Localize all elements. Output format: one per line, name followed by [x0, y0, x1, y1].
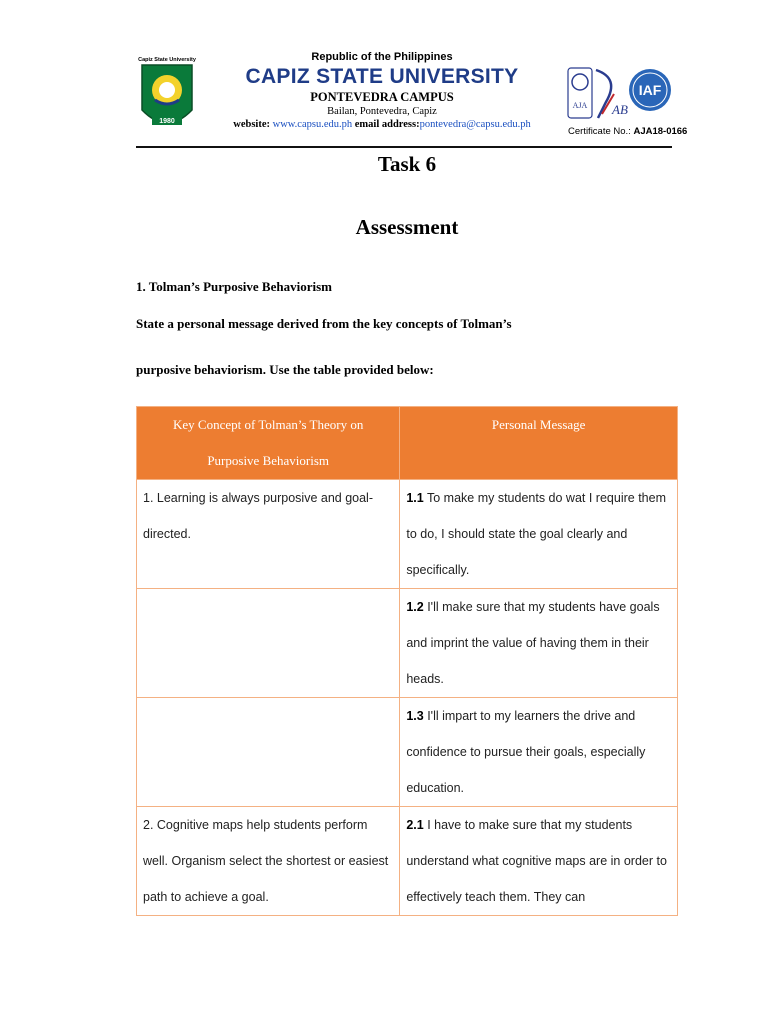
certificate-label: Certificate No.: — [568, 126, 631, 137]
message-text: To make my students do wat I require them to do, I should state the goal clearly and specifically. — [406, 491, 666, 577]
website-label: website: — [233, 119, 270, 130]
certificate-line — [568, 126, 687, 137]
accreditation-logos — [566, 64, 672, 124]
email-link[interactable]: pontevedra@capsu.edu.ph — [419, 119, 531, 130]
message-number: 1.3 — [406, 709, 424, 723]
message-text: I have to make sure that my students understand what cognitive maps are in order to effectively teach them. They can — [406, 818, 667, 904]
question-instruction-line1: State a personal message derived from the key concepts of Tolman’s — [136, 316, 512, 331]
message-text: I'll impart to my learners the drive and confidence to pursue their goals, especially education. — [406, 709, 646, 795]
task-title: Task 6 — [377, 152, 437, 176]
assessment-title: Assessment — [355, 215, 459, 239]
message-text: I'll make sure that my students have goals and imprint the value of having them in their heads. — [406, 600, 660, 686]
seal-year: 1980 — [159, 118, 175, 125]
concept-cell: 1. Learning is always purposive and goal-directed. — [137, 480, 400, 589]
header-key-concept-line2: Purposive Behaviorism — [207, 453, 330, 468]
table-row — [137, 807, 678, 916]
letterhead — [136, 46, 688, 148]
table-row — [137, 480, 678, 589]
svg-text:AB: AB — [612, 102, 628, 117]
message-cell — [400, 480, 678, 589]
message-number: 1.2 — [406, 600, 424, 614]
contact-line — [202, 119, 562, 130]
message-number: 2.1 — [406, 818, 424, 832]
concept-cell: 2. Cognitive maps help students perform well. Organism select the shortest or easiest path to achieve a goal. — [137, 807, 400, 916]
message-cell — [400, 807, 678, 916]
concept-cell — [137, 589, 400, 698]
iaf-text: IAF — [638, 82, 662, 98]
message-cell — [400, 589, 678, 698]
seal-text: Capiz State University — [138, 57, 196, 63]
republic-label: Republic of the Philippines — [311, 51, 453, 63]
university-name: CAPIZ STATE UNIVERSITY — [245, 65, 519, 88]
message-cell — [400, 698, 678, 807]
table-row — [137, 589, 678, 698]
website-link[interactable]: www.capsu.edu.ph — [272, 119, 353, 130]
campus-address: Bailan, Pontevedra, Capiz — [327, 106, 437, 117]
ajab-logo-icon — [568, 68, 628, 118]
table-row — [137, 698, 678, 807]
university-seal-icon — [138, 52, 196, 136]
question-instruction-line2: purposive behaviorism. Use the table provided below: — [136, 362, 434, 377]
header-personal-message: Personal Message — [400, 407, 678, 480]
header-key-concept-line1: Key Concept of Tolman’s Theory on — [173, 417, 364, 432]
question-heading: 1. Tolman’s Purposive Behaviorism — [136, 279, 332, 294]
header-key-concept — [137, 407, 400, 480]
email-label: email address: — [354, 119, 420, 130]
message-number: 1.1 — [406, 491, 424, 505]
concept-cell — [137, 698, 400, 807]
iaf-logo-icon — [629, 69, 671, 111]
certificate-number: AJA18-0166 — [633, 126, 688, 137]
assessment-table — [136, 406, 678, 916]
letterhead-text — [202, 46, 562, 130]
ajab-text: AJA — [572, 101, 588, 110]
table-header-row — [137, 407, 678, 480]
campus-name: PONTEVEDRA CAMPUS — [310, 90, 454, 104]
